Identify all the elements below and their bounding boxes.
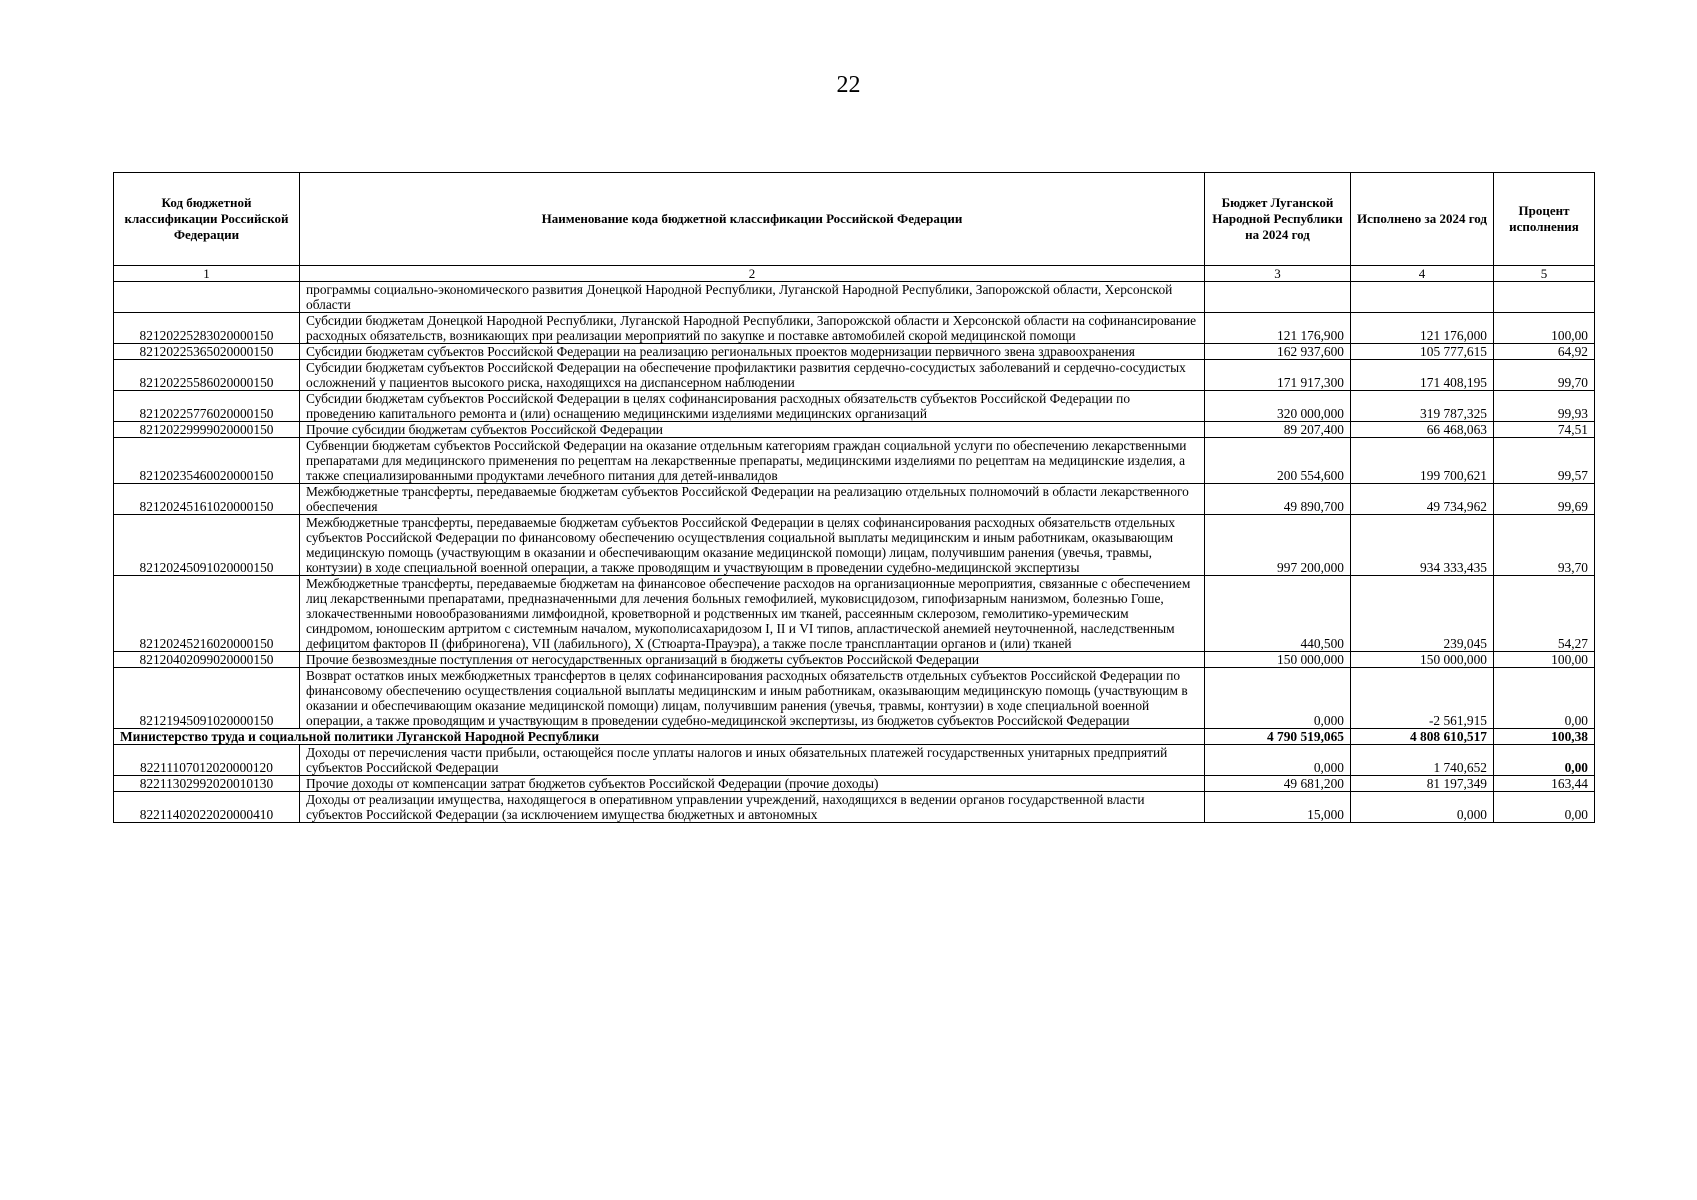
row-percent: 100,00 [1494,313,1595,344]
row-budget: 49 681,200 [1205,776,1351,792]
row-code: 82120225365020000150 [114,344,300,360]
row-executed: 319 787,325 [1351,391,1494,422]
table-row [114,515,1595,576]
row-budget: 171 917,300 [1205,360,1351,391]
row-budget: 320 000,000 [1205,391,1351,422]
table-row [114,282,1595,313]
row-percent: 74,51 [1494,422,1595,438]
row-code: 82211107012020000120 [114,745,300,776]
table-row [114,668,1595,729]
row-percent: 0,00 [1494,745,1595,776]
row-code: 82120225283020000150 [114,313,300,344]
row-budget: 49 890,700 [1205,484,1351,515]
row-code [114,282,300,313]
row-executed: 0,000 [1351,792,1494,823]
row-executed: 239,045 [1351,576,1494,652]
column-number: 2 [300,266,1205,282]
row-percent: 0,00 [1494,668,1595,729]
row-name: программы социально-экономического развития Донецкой Народной Республики, Луганской Народной Республики, Запорожской области, Херсонской области [300,282,1205,313]
table-row [114,344,1595,360]
row-percent: 0,00 [1494,792,1595,823]
row-percent: 99,70 [1494,360,1595,391]
row-budget: 0,000 [1205,745,1351,776]
row-percent: 93,70 [1494,515,1595,576]
row-percent: 54,27 [1494,576,1595,652]
row-percent: 99,93 [1494,391,1595,422]
row-name: Прочие безвозмездные поступления от негосударственных организаций в бюджеты субъектов Российской Федерации [300,652,1205,668]
row-code: 82120235460020000150 [114,438,300,484]
header-code: Код бюджетной классификации Российской Федерации [114,173,300,266]
ministry-executed: 4 808 610,517 [1351,729,1494,745]
row-code: 82120225776020000150 [114,391,300,422]
header-executed: Исполнено за 2024 год [1351,173,1494,266]
row-name: Межбюджетные трансферты, передаваемые бюджетам субъектов Российской Федерации в целях софинансирования расходных обязательств отдельных субъектов Российской Федерации по финансовому обеспечению осуществления социальной выплаты медицинским и иным работникам, оказывающим медицинскую помощь (участвующим в оказании и обеспечивающим оказание медицинской помощи) лицам, получившим ранения (увечья, травмы, контузии) в ходе специальной военной операции, а также проводящим и участвующим в проведении судебно-медицинской экспертизы [300,515,1205,576]
table-row [114,776,1595,792]
row-name: Доходы от реализации имущества, находящегося в оперативном управлении учреждений, находящихся в ведении органов государственной власти субъектов Российской Федерации (за исключением имущества бюджетных и автономных [300,792,1205,823]
row-budget: 89 207,400 [1205,422,1351,438]
row-executed: -2 561,915 [1351,668,1494,729]
row-name: Субсидии бюджетам субъектов Российской Федерации на обеспечение профилактики развития сердечно-сосудистых заболеваний и сердечно-сосудистых осложнений у пациентов высокого риска, находящихся на диспансерном наблюдении [300,360,1205,391]
row-executed: 934 333,435 [1351,515,1494,576]
row-budget: 440,500 [1205,576,1351,652]
table-row [114,391,1595,422]
table-row [114,792,1595,823]
row-code: 82120245216020000150 [114,576,300,652]
column-number: 1 [114,266,300,282]
row-code: 82120229999020000150 [114,422,300,438]
row-executed: 105 777,615 [1351,344,1494,360]
column-number: 4 [1351,266,1494,282]
header-row [114,173,1595,266]
row-code: 82211402022020000410 [114,792,300,823]
ministry-budget: 4 790 519,065 [1205,729,1351,745]
table-row [114,576,1595,652]
row-budget: 121 176,900 [1205,313,1351,344]
row-executed: 121 176,000 [1351,313,1494,344]
row-name: Субсидии бюджетам субъектов Российской Федерации в целях софинансирования расходных обязательств субъектов Российской Федерации по проведению капитального ремонта и (или) оснащению медицинскими изделиями медицинских организаций [300,391,1205,422]
row-executed: 150 000,000 [1351,652,1494,668]
row-budget [1205,282,1351,313]
row-code: 82121945091020000150 [114,668,300,729]
table-row [114,360,1595,391]
table-row [114,422,1595,438]
row-executed: 81 197,349 [1351,776,1494,792]
row-code: 82120402099020000150 [114,652,300,668]
ministry-total-row [114,729,1595,745]
row-executed: 1 740,652 [1351,745,1494,776]
column-number: 3 [1205,266,1351,282]
row-percent: 163,44 [1494,776,1595,792]
row-percent: 64,92 [1494,344,1595,360]
row-executed: 171 408,195 [1351,360,1494,391]
row-percent: 100,00 [1494,652,1595,668]
row-name: Прочие доходы от компенсации затрат бюджетов субъектов Российской Федерации (прочие доходы) [300,776,1205,792]
row-name: Возврат остатков иных межбюджетных трансфертов в целях софинансирования расходных обязательств отдельных субъектов Российской Федерации по финансовому обеспечению осуществления социальной выплаты медицинским и иным работникам, оказывающим медицинскую помощь (участвующим в оказании и обеспечивающим оказание медицинской помощи) лицам, получившим ранения (увечья, травмы, контузии) в ходе специальной военной операции, а также проводящим и участвующим в проведении судебно-медицинской экспертизы, из бюджетов субъектов Российской Федерации [300,668,1205,729]
row-executed: 49 734,962 [1351,484,1494,515]
table-row [114,484,1595,515]
row-percent [1494,282,1595,313]
row-name: Субсидии бюджетам Донецкой Народной Республики, Луганской Народной Республики, Запорожской области и Херсонской области на софинансирование расходных обязательств, возникающих при реализации мероприятий по закупке и поставке автомобилей скорой медицинской помощи [300,313,1205,344]
row-budget: 997 200,000 [1205,515,1351,576]
row-name: Межбюджетные трансферты, передаваемые бюджетам субъектов Российской Федерации на реализацию отдельных полномочий в области лекарственного обеспечения [300,484,1205,515]
header-name: Наименование кода бюджетной классификации Российской Федерации [300,173,1205,266]
row-budget: 162 937,600 [1205,344,1351,360]
ministry-name: Министерство труда и социальной политики Луганской Народной Республики [114,729,1205,745]
row-name: Субвенции бюджетам субъектов Российской Федерации на оказание отдельным категориям граждан социальной услуги по обеспечению лекарственными препаратами для медицинского применения по рецептам на лекарственные препараты, медицинскими изделиями по рецептам на медицинские изделия, а также специализированными продуктами лечебного питания для детей-инвалидов [300,438,1205,484]
row-name: Субсидии бюджетам субъектов Российской Федерации на реализацию региональных проектов модернизации первичного звена здравоохранения [300,344,1205,360]
page-number: 22 [836,72,861,98]
row-executed: 66 468,063 [1351,422,1494,438]
row-name: Доходы от перечисления части прибыли, остающейся после уплаты налогов и иных обязательных платежей государственных унитарных предприятий субъектов Российской Федерации [300,745,1205,776]
row-code: 82120245161020000150 [114,484,300,515]
column-number-row [114,266,1595,282]
row-percent: 99,69 [1494,484,1595,515]
header-percent: Процент исполнения [1494,173,1595,266]
table-row [114,438,1595,484]
row-budget: 150 000,000 [1205,652,1351,668]
row-budget: 200 554,600 [1205,438,1351,484]
column-number: 5 [1494,266,1595,282]
row-code: 82120225586020000150 [114,360,300,391]
table-row [114,745,1595,776]
row-executed [1351,282,1494,313]
table-row [114,313,1595,344]
row-budget: 0,000 [1205,668,1351,729]
row-name: Прочие субсидии бюджетам субъектов Российской Федерации [300,422,1205,438]
row-percent: 99,57 [1494,438,1595,484]
table-row [114,652,1595,668]
row-name: Межбюджетные трансферты, передаваемые бюджетам на финансовое обеспечение расходов на организационные мероприятия, связанные с обеспечением лиц лекарственными препаратами, предназначенными для лечения больных гемофилией, муковисцидозом, гипофизарным нанизмом, болезнью Гоше, злокачественными новообразованиями лимфоидной, кроветворной и родственных им тканей, рассеянным склерозом, гемолитико-уремическим синдромом, юношеским артритом с системным началом, мукополисахаридозом I, II и VI типов, апластической анемией неуточненной, наследственным дефицитом факторов II (фибриногена), VII (лабильного), X (Стюарта-Прауэра), а также после трансплантации органов и (или) тканей [300,576,1205,652]
ministry-percent: 100,38 [1494,729,1595,745]
row-budget: 15,000 [1205,792,1351,823]
budget-table [113,172,1595,823]
row-code: 82211302992020010130 [114,776,300,792]
row-executed: 199 700,621 [1351,438,1494,484]
row-code: 82120245091020000150 [114,515,300,576]
header-budget: Бюджет Луганской Народной Республики на 2024 год [1205,173,1351,266]
